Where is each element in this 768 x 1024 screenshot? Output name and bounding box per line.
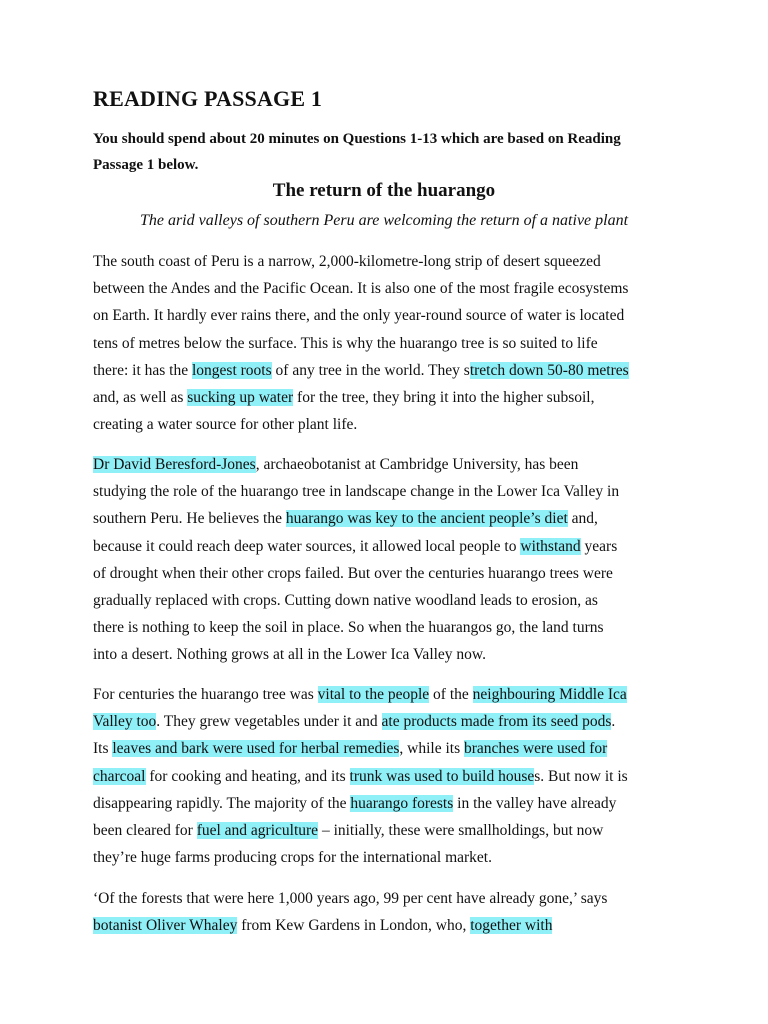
text-segment: disappearing rapidly. The majority of the xyxy=(93,794,351,812)
text-segment: studying the role of the huarango tree in landscape change in the Lower Ica Valley in xyxy=(93,483,620,501)
text-line xyxy=(93,587,683,614)
text-segment: and, xyxy=(567,510,598,528)
highlighted-text: tretch down 50-80 metres xyxy=(469,361,629,379)
highlighted-text: huarango forests xyxy=(350,794,454,812)
text-segment: between the Andes and the Pacific Ocean. It is also one of the most fragile ecosystems xyxy=(93,280,629,298)
passage-heading: READING PASSAGE 1 xyxy=(93,86,323,111)
paragraph-3 xyxy=(93,681,683,871)
highlighted-text: neighbouring Middle Ica xyxy=(472,686,627,703)
text-segment: southern Peru. He believes the xyxy=(93,510,286,528)
text-segment: into a desert. Nothing grows at all in the Lower Ica Valley now. xyxy=(93,646,486,664)
highlighted-text: trunk was used to build house xyxy=(349,767,535,785)
text-segment: of any tree in the world. They s xyxy=(271,361,470,379)
text-line xyxy=(93,912,683,939)
text-segment: in the valley have already xyxy=(453,794,617,812)
text-segment: creating a water source for other plant life. xyxy=(93,416,358,434)
paragraph-2 xyxy=(93,451,683,669)
text-segment: for cooking and heating, and its xyxy=(145,767,350,785)
highlighted-text: withstand xyxy=(520,537,581,555)
text-segment: , while its xyxy=(399,740,465,758)
text-segment: . xyxy=(611,713,616,731)
text-line xyxy=(93,302,683,329)
text-line xyxy=(93,614,683,641)
text-line xyxy=(93,844,683,871)
text-line xyxy=(93,451,683,478)
text-line xyxy=(93,478,683,505)
highlighted-text: ate products made from its seed pods xyxy=(381,713,612,731)
article-title: The return of the huarango xyxy=(272,180,496,201)
text-line xyxy=(93,763,683,790)
text-segment: s. But now it is xyxy=(534,767,628,785)
text-line xyxy=(93,708,683,735)
text-segment: of drought when their other crops failed. But over the centuries huarango trees were xyxy=(93,564,613,582)
text-segment: tens of metres below the surface. This is why the huarango tree is so suited to life xyxy=(93,334,598,352)
text-segment: they’re huge farms producing crops for the international market. xyxy=(93,849,492,867)
text-line xyxy=(93,384,683,411)
text-segment: ‘Of the forests that were here 1,000 years ago, 99 per cent have already gone,’ says xyxy=(93,890,608,907)
text-segment: The south coast of Peru is a narrow, 2,000-kilometre-long strip of desert squeezed xyxy=(93,253,601,270)
instructions xyxy=(93,126,683,178)
highlighted-text: huarango was key to the ancient people’s diet xyxy=(285,510,568,528)
text-segment: Its xyxy=(93,740,113,758)
text-segment: For centuries the huarango tree was xyxy=(93,686,318,703)
paragraph-4 xyxy=(93,885,683,939)
text-segment: for the tree, they bring it into the higher subsoil, xyxy=(293,389,595,407)
text-segment: from Kew Gardens in London, who, xyxy=(237,917,471,935)
text-segment: on Earth. It hardly ever rains there, and the only year-round source of water is located xyxy=(93,307,625,325)
text-line xyxy=(93,735,683,762)
text-line xyxy=(93,275,683,302)
text-segment: gradually replaced with crops. Cutting down native woodland leads to erosion, as xyxy=(93,592,598,610)
text-segment: there: it has the xyxy=(93,361,192,379)
text-segment: , archaeobotanist at Cambridge University, has been xyxy=(255,456,579,473)
highlighted-text: branches were used for xyxy=(464,740,608,758)
text-segment: – initially, these were smallholdings, but now xyxy=(318,822,604,840)
text-line xyxy=(93,560,683,587)
highlighted-text: together with xyxy=(470,917,553,935)
paragraph-1 xyxy=(93,248,683,438)
text-line xyxy=(93,885,683,912)
text-line xyxy=(93,411,683,438)
text-line xyxy=(93,790,683,817)
instructions-line: You should spend about 20 minutes on Questions 1-13 which are based on Reading xyxy=(93,131,621,147)
text-segment: and, as well as xyxy=(93,389,188,407)
highlighted-text: leaves and bark were used for herbal remedies xyxy=(112,740,400,758)
text-segment: been cleared for xyxy=(93,822,197,840)
article-subtitle: The arid valleys of southern Peru are welcoming the return of a native plant xyxy=(139,212,629,229)
highlighted-text: sucking up water xyxy=(187,389,294,407)
text-line xyxy=(93,248,683,275)
instructions-line: Passage 1 below. xyxy=(93,157,199,173)
highlighted-text: Dr David Beresford-Jones xyxy=(93,456,256,473)
highlighted-text: botanist Oliver Whaley xyxy=(93,917,238,935)
text-line xyxy=(93,505,683,532)
text-line xyxy=(93,357,683,384)
text-segment: years xyxy=(580,537,618,555)
highlighted-text: fuel and agriculture xyxy=(196,822,319,840)
highlighted-text: longest roots xyxy=(192,361,272,379)
highlighted-text: Valley too xyxy=(93,713,157,731)
text-line xyxy=(93,641,683,668)
text-segment: . They grew vegetables under it and xyxy=(156,713,382,731)
highlighted-text: charcoal xyxy=(93,767,146,785)
text-line xyxy=(93,681,683,708)
highlighted-text: vital to the people xyxy=(317,686,430,703)
text-segment: there is nothing to keep the soil in place. So when the huarangos go, the land turns xyxy=(93,619,604,637)
text-segment: because it could reach deep water sources, it allowed local people to xyxy=(93,537,521,555)
text-line xyxy=(93,533,683,560)
text-line xyxy=(93,330,683,357)
text-segment: of the xyxy=(429,686,473,703)
text-line xyxy=(93,817,683,844)
